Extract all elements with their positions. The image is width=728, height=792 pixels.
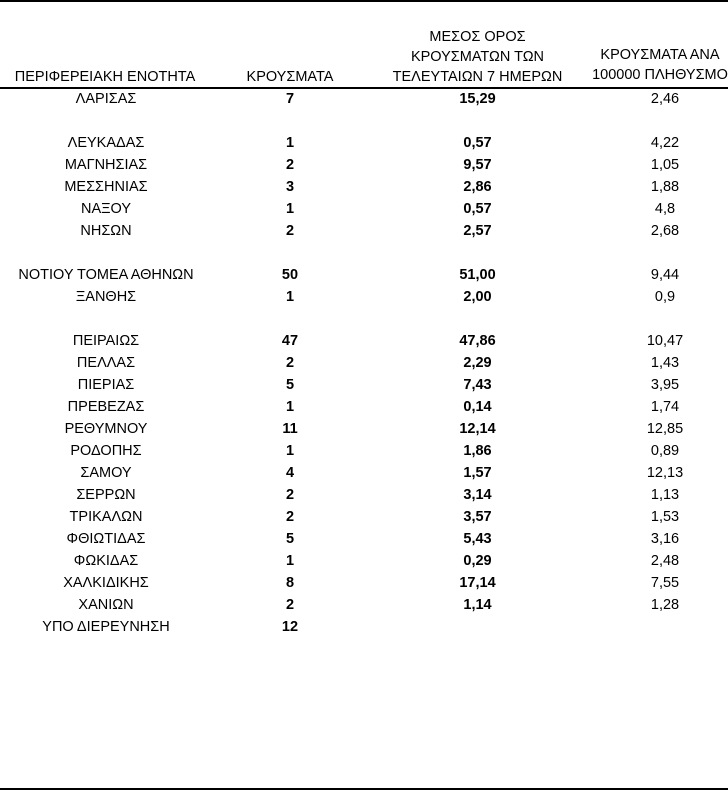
- region-cell: ΞΑΝΘΗΣ: [75, 289, 137, 305]
- table-row: [0, 572, 728, 594]
- table-row: [0, 418, 728, 440]
- per100k-cell: 9,44: [650, 267, 680, 283]
- per100k-cell: 7,55: [650, 575, 680, 591]
- table-row: [0, 242, 728, 264]
- average-cell: 7,43: [463, 377, 492, 393]
- region-cell: ΠΙΕΡΙΑΣ: [77, 377, 135, 393]
- average-cell: 0,57: [463, 201, 492, 217]
- table-row: [0, 110, 728, 132]
- region-cell: ΛΕΥΚΑΔΑΣ: [67, 135, 145, 151]
- per100k-cell: 0,89: [650, 443, 680, 459]
- cases-cell: 50: [281, 267, 299, 283]
- table-row: [0, 594, 728, 616]
- per100k-cell: 1,05: [650, 157, 680, 173]
- table-row: [0, 198, 728, 220]
- table-row: [0, 330, 728, 352]
- cases-cell: 2: [285, 487, 295, 503]
- table-row: [0, 264, 728, 286]
- cases-cell: 5: [285, 531, 295, 547]
- average-cell: 3,57: [463, 509, 492, 525]
- cases-cell: 2: [285, 223, 295, 239]
- header-average-line-1: ΜΕΣΟΣ ΟΡΟΣ: [429, 29, 526, 45]
- cases-cell: 2: [285, 597, 295, 613]
- header-cases: ΚΡΟΥΣΜΑΤΑ: [246, 69, 334, 85]
- per100k-cell: 1,74: [650, 399, 680, 415]
- table-row: [0, 528, 728, 550]
- cases-cell: 1: [285, 443, 295, 459]
- table-row: [0, 550, 728, 572]
- cases-cell: 2: [285, 509, 295, 525]
- per100k-cell: 2,68: [650, 223, 680, 239]
- bottom-border: [0, 788, 728, 790]
- per100k-cell: 12,85: [646, 421, 684, 437]
- table-row: [0, 484, 728, 506]
- table-row: [0, 396, 728, 418]
- table-row: [0, 462, 728, 484]
- header-per100k-line-2: 100000 ΠΛΗΘΥΣΜΟ: [592, 67, 728, 83]
- average-cell: 47,86: [459, 333, 496, 349]
- table-row: [0, 506, 728, 528]
- region-cell: ΣΑΜΟΥ: [80, 465, 132, 481]
- table-row: [0, 220, 728, 242]
- table-row: [0, 616, 728, 638]
- header-cases-per-100k: [570, 45, 728, 85]
- per100k-cell: 10,47: [646, 333, 684, 349]
- per100k-cell: 3,16: [650, 531, 680, 547]
- region-cell: ΦΩΚΙΔΑΣ: [73, 553, 139, 569]
- region-cell: ΡΟΔΟΠΗΣ: [70, 443, 142, 459]
- per100k-cell: 2,48: [650, 553, 680, 569]
- region-cell: ΜΕΣΣΗΝΙΑΣ: [64, 179, 148, 195]
- region-cell: ΧΑΛΚΙΔΙΚΗΣ: [63, 575, 149, 591]
- table-row: [0, 440, 728, 462]
- per100k-cell: 3,95: [650, 377, 680, 393]
- table-row: [0, 374, 728, 396]
- average-cell: 1,86: [463, 443, 492, 459]
- per100k-cell: 1,28: [650, 597, 680, 613]
- region-cell: ΝΟΤΙΟΥ ΤΟΜΕΑ ΑΘΗΝΩΝ: [18, 267, 194, 283]
- table-row: [0, 308, 728, 330]
- average-cell: 3,14: [463, 487, 492, 503]
- header-average-line-3: ΤΕΛΕΥΤΑΙΩΝ 7 ΗΜΕΡΩΝ: [392, 69, 563, 85]
- cases-cell: 3: [285, 179, 295, 195]
- table-row: [0, 176, 728, 198]
- region-cell: ΤΡΙΚΑΛΩΝ: [69, 509, 143, 525]
- table-row: [0, 154, 728, 176]
- per100k-cell: 1,88: [650, 179, 680, 195]
- average-cell: 1,14: [463, 597, 492, 613]
- region-cell: ΣΕΡΡΩΝ: [76, 487, 136, 503]
- cases-cell: 1: [285, 553, 295, 569]
- region-cell: ΠΕΛΛΑΣ: [76, 355, 136, 371]
- table-header: [0, 0, 728, 88]
- average-cell: 2,57: [463, 223, 492, 239]
- per100k-cell: 0,9: [654, 289, 676, 305]
- region-cell: ΜΑΓΝΗΣΙΑΣ: [64, 157, 148, 173]
- region-cell: ΡΕΘΥΜΝΟΥ: [64, 421, 148, 437]
- cases-cell: 2: [285, 355, 295, 371]
- header-average-line-2: ΚΡΟΥΣΜΑΤΩΝ ΤΩΝ: [410, 49, 545, 65]
- table-body: [0, 88, 728, 638]
- region-cell: ΥΠΟ ΔΙΕΡΕΥΝΗΣΗ: [42, 619, 170, 635]
- region-cell: ΠΡΕΒΕΖΑΣ: [67, 399, 145, 415]
- average-cell: 2,29: [463, 355, 492, 371]
- per100k-cell: 2,46: [650, 91, 680, 107]
- cases-cell: 5: [285, 377, 295, 393]
- average-cell: 51,00: [459, 267, 496, 283]
- cases-cell: 7: [285, 91, 295, 107]
- region-cell: ΠΕΙΡΑΙΩΣ: [72, 333, 140, 349]
- table-row: [0, 132, 728, 154]
- cases-cell: 8: [285, 575, 295, 591]
- per100k-cell: 1,13: [650, 487, 680, 503]
- cases-cell: 1: [285, 289, 295, 305]
- cases-cell: 11: [282, 421, 298, 437]
- cases-cell: 1: [285, 135, 295, 151]
- average-cell: 2,86: [463, 179, 492, 195]
- header-region: ΠΕΡΙΦΕΡΕΙΑΚΗ ΕΝΟΤΗΤΑ: [14, 69, 196, 85]
- region-cell: ΧΑΝΙΩΝ: [78, 597, 134, 613]
- region-cell: ΛΑΡΙΣΑΣ: [75, 91, 137, 107]
- average-cell: 12,14: [459, 421, 496, 437]
- region-cell: ΝΑΞΟΥ: [80, 201, 132, 217]
- average-cell: 9,57: [463, 157, 492, 173]
- cases-cell: 4: [285, 465, 295, 481]
- cases-cell: 2: [285, 157, 295, 173]
- cases-cell: 1: [285, 201, 295, 217]
- header-average-7-days: [370, 27, 585, 87]
- average-cell: 0,14: [463, 399, 492, 415]
- region-cell: ΦΘΙΩΤΙΔΑΣ: [66, 531, 146, 547]
- per100k-cell: 1,53: [650, 509, 680, 525]
- cases-cell: 12: [281, 619, 299, 635]
- per100k-cell: 4,8: [654, 201, 676, 217]
- table-row: [0, 286, 728, 308]
- per100k-cell: 1,43: [650, 355, 680, 371]
- table-row: [0, 352, 728, 374]
- average-cell: 17,14: [459, 575, 496, 591]
- average-cell: 1,57: [463, 465, 492, 481]
- per100k-cell: 4,22: [650, 135, 680, 151]
- per100k-cell: 12,13: [646, 465, 684, 481]
- average-cell: 15,29: [459, 91, 496, 107]
- header-per100k-line-1: ΚΡΟΥΣΜΑΤΑ ΑΝΑ: [600, 47, 720, 63]
- cases-cell: 47: [281, 333, 299, 349]
- table-row: [0, 88, 728, 110]
- region-cell: ΝΗΣΩΝ: [80, 223, 132, 239]
- cases-cell: 1: [285, 399, 295, 415]
- average-cell: 0,29: [463, 553, 492, 569]
- average-cell: 2,00: [463, 289, 492, 305]
- average-cell: 5,43: [463, 531, 492, 547]
- average-cell: 0,57: [463, 135, 492, 151]
